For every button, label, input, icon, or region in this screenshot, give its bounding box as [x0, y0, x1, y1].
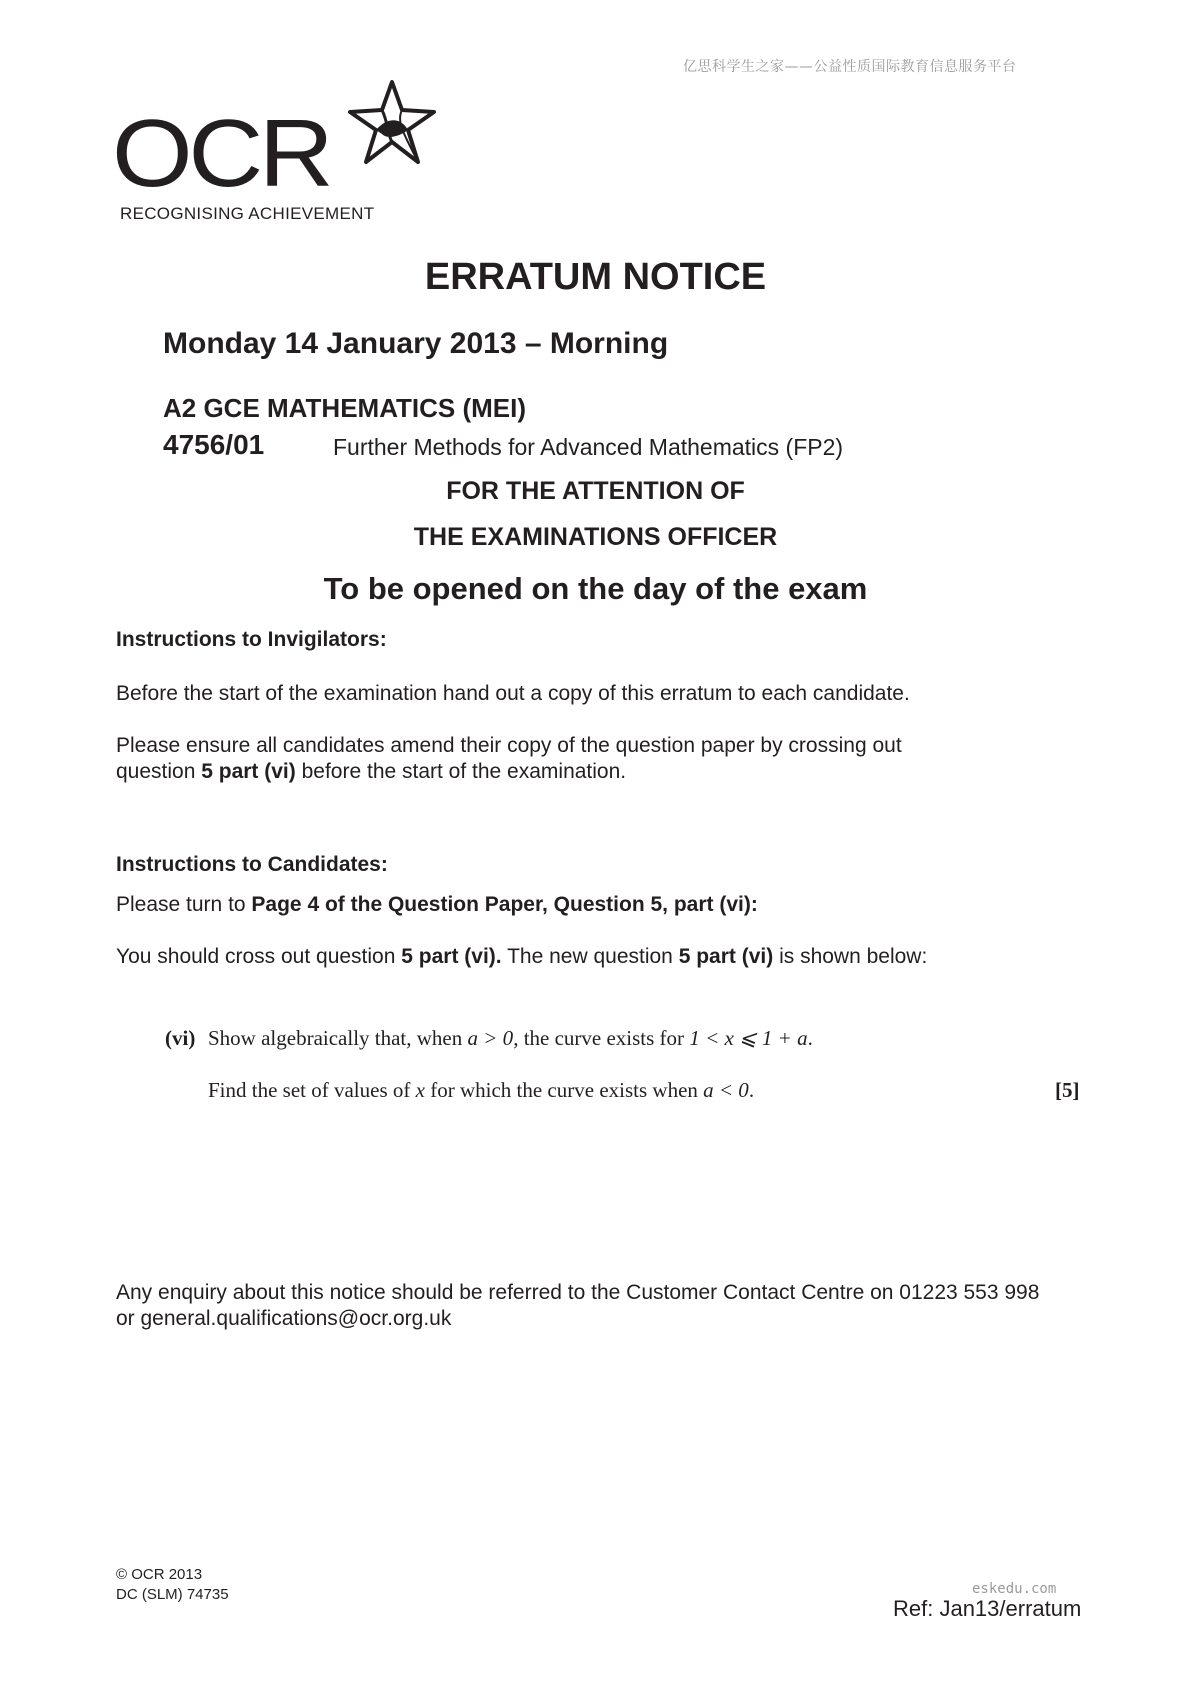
invigilators-para-2: [116, 733, 902, 785]
exam-date: Monday 14 January 2013 – Morning: [163, 327, 669, 360]
turn-prefix: Please turn to: [116, 893, 252, 916]
question-label: (vi): [165, 1026, 196, 1050]
paper-title: Further Methods for Advanced Mathematics (FP2): [333, 434, 844, 460]
copyright: © OCR 2013: [116, 1566, 203, 1583]
q1-condition: a > 0: [467, 1026, 514, 1050]
question-line-1: [208, 1026, 813, 1051]
paper-code: 4756/01: [163, 429, 265, 460]
q2-condition: a < 0: [703, 1078, 749, 1102]
q2-end: .: [748, 1078, 755, 1102]
logo-wordmark: OCR: [112, 100, 330, 207]
reference: Ref: Jan13/erratum: [893, 1596, 1082, 1621]
cross-bold-2: 5 part (vi): [678, 945, 774, 968]
cross-end: is shown below:: [773, 945, 928, 968]
dc-code: DC (SLM) 74735: [116, 1586, 229, 1603]
attention-line-1: FOR THE ATTENTION OF: [446, 477, 745, 505]
q1-text-b: , the curve exists for: [513, 1026, 690, 1050]
question-line-2: [208, 1078, 754, 1103]
footer-left: [116, 1565, 229, 1605]
turn-bold: Page 4 of the Question Paper, Question 5, part (vi):: [251, 893, 758, 916]
para2-line1: Please ensure all candidates amend their copy of the question paper by crossing out: [116, 734, 902, 757]
q1-end: .: [807, 1026, 813, 1050]
q1-text-a: Show algebraically that, when: [208, 1026, 468, 1050]
page-title: ERRATUM NOTICE: [424, 256, 767, 298]
para2-q: question: [116, 760, 202, 783]
enquiry-line-2: or general.qualifications@ocr.org.uk: [116, 1307, 452, 1330]
star-swirl-icon: [342, 78, 442, 168]
q1-range: 1 < x ⩽ 1 + a: [689, 1026, 808, 1050]
q2-x: x: [415, 1078, 425, 1102]
invigilators-heading: Instructions to Invigilators:: [116, 628, 387, 651]
enquiry-notice: [116, 1280, 1039, 1332]
logo-tagline: RECOGNISING ACHIEVEMENT: [120, 204, 375, 223]
q2-text-b: for which the curve exists when: [424, 1078, 704, 1102]
invigilators-para-1: Before the start of the examination hand out a copy of this erratum to each candidate.: [116, 682, 910, 705]
para2-bold: 5 part (vi): [201, 760, 296, 783]
cross-bold-1: 5 part (vi).: [401, 945, 502, 968]
enquiry-line-1: Any enquiry about this notice should be referred to the Customer Contact Centre on 01223 553 998: [116, 1281, 1040, 1304]
watermark-top: 亿思科学生之家——公益性质国际教育信息服务平台: [683, 59, 1017, 75]
exam-subject: A2 GCE MATHEMATICS (MEI): [163, 393, 527, 423]
attention-line-2: THE EXAMINATIONS OFFICER: [413, 523, 778, 551]
opened-notice: To be opened on the day of the exam: [323, 571, 868, 606]
candidates-cross-line: [116, 944, 927, 970]
q2-text-a: Find the set of values of: [208, 1078, 416, 1102]
para2-end: before the start of the examination.: [295, 760, 627, 783]
question-marks: [5]: [1055, 1078, 1080, 1102]
candidates-heading: Instructions to Candidates:: [116, 853, 388, 876]
cross-mid: The new question: [501, 945, 679, 968]
ocr-logo: [112, 78, 442, 228]
candidates-turn-line: [116, 892, 758, 918]
cross-prefix: You should cross out question: [116, 945, 402, 968]
watermark-bottom: eskedu.com: [972, 1581, 1057, 1597]
